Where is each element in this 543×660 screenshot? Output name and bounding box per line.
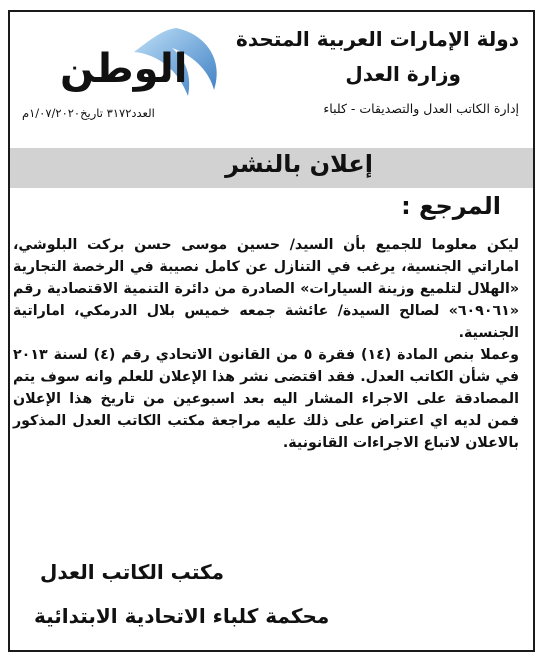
- court-name: محكمة كلباء الاتحادية الابتدائية: [34, 604, 330, 628]
- issue-date: العدد٣١٧٢ تاريخ١/٠٧/٢٠٢٠م: [22, 106, 155, 120]
- notice-title: إعلان بالنشر: [225, 150, 373, 178]
- notice-paragraph: ليكن معلوما للجميع بأن السيد/ حسين موسى حسن بركت البلوشي، اماراتي الجنسية، يرغب في التنازل عن كامل نصيبة في الرخصة التجارية «الهلال لتلميع وزينة السيارات» الصادرة من دائرة التنمية الاقتصادية رقم «٦٠٩٠٦١» لصالح السيدة/ عائشة جمعه خميس بلال الدرمكي، اماراتية الجنسية.: [13, 237, 519, 341]
- country-name: دولة الإمارات العربية المتحدة: [236, 27, 519, 51]
- notice-frame: [8, 10, 535, 652]
- newspaper-name: الوطن: [60, 46, 188, 92]
- notice-paragraph: وعملا بنص المادة (١٤) فقرة ٥ من القانون الاتحادي رقم (٤) لسنة ٢٠١٣ في شأن الكاتب العدل. فقد اقتضى نشر هذا الإعلان للعلم وانه سوف يتم المصادقة على الاجراء المشار اليه بعد اسبوعين من تاريخ هذا الإعلان فمن لديه اي اعتراض على ذلك عليه مراجعة مكتب الكاتب العدل المذكور بالاعلان لاتباع الاجراءات القانونية.: [13, 347, 519, 451]
- notice-body: [13, 234, 519, 454]
- department-name: إدارة الكاتب العدل والتصديقات - كلباء: [323, 101, 519, 116]
- ministry-name: وزارة العدل: [345, 62, 461, 86]
- reference-label: المرجع :: [401, 192, 501, 220]
- notice-header: [10, 12, 533, 144]
- newspaper-logo: [20, 26, 230, 126]
- notary-office: مكتب الكاتب العدل: [40, 560, 225, 584]
- title-bar: [10, 148, 533, 188]
- government-heading: [236, 26, 519, 118]
